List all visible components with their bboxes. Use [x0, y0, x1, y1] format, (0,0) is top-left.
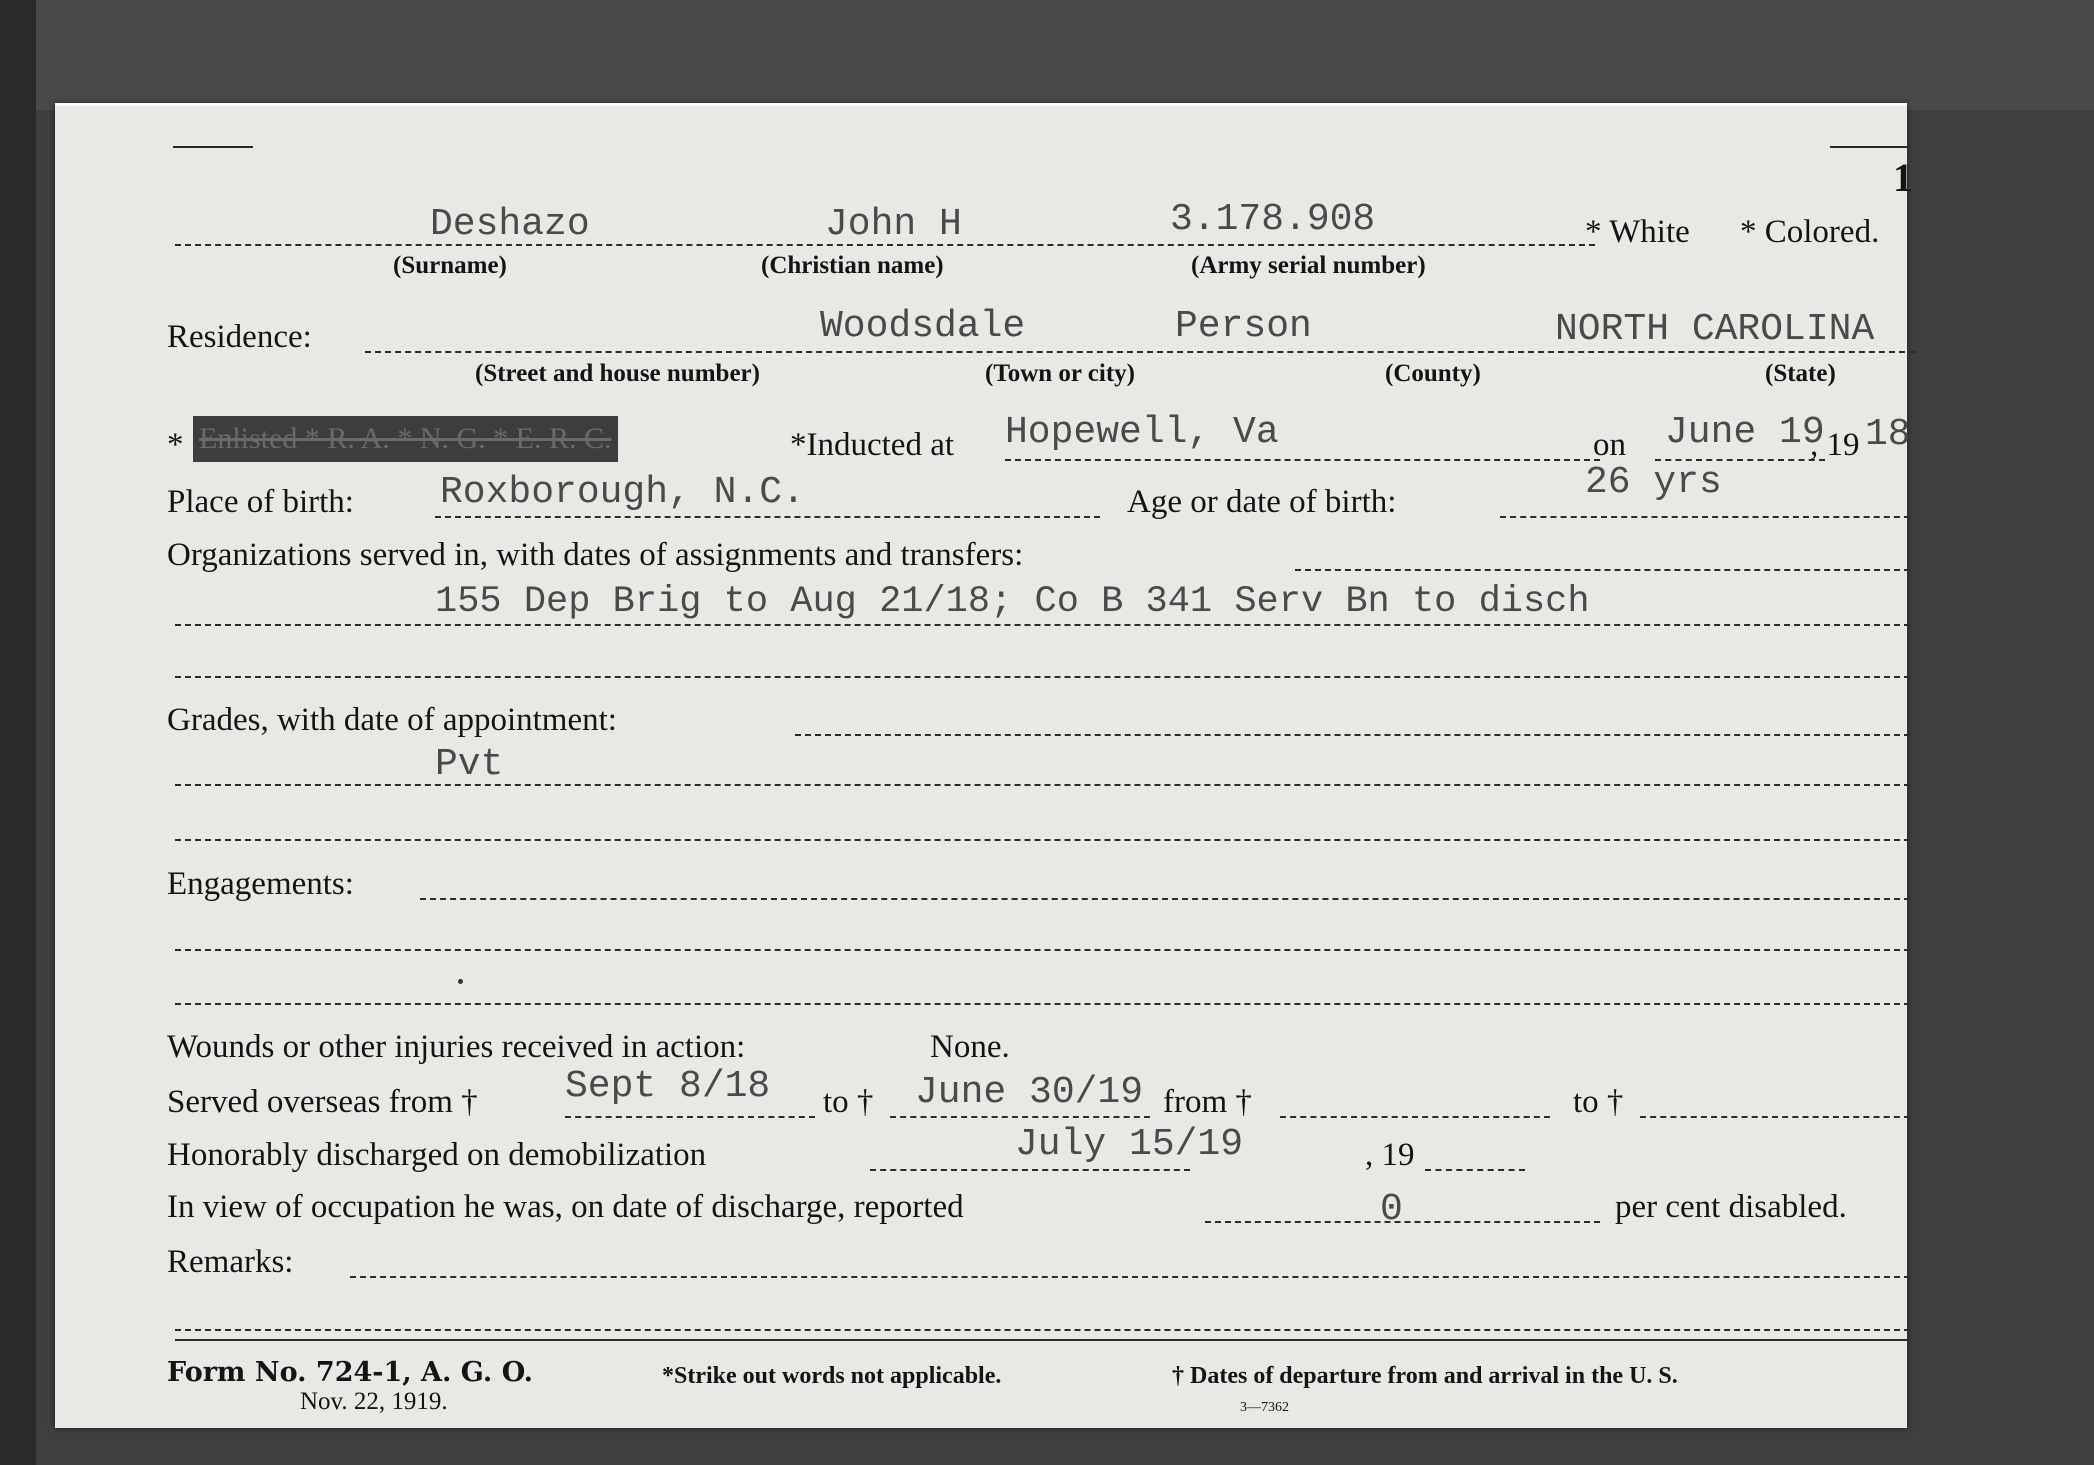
- form-number: Form No. 724-1, A. G. O.: [167, 1357, 534, 1388]
- strike-note: *Strike out words not applicable.: [662, 1363, 1002, 1389]
- engagements-line-2: [175, 949, 1910, 951]
- top-left-mark: [173, 146, 253, 148]
- discharge-date-value: July 15/19: [1015, 1123, 1244, 1166]
- inducted-label: *Inducted at: [790, 427, 955, 463]
- discharge-date-line: [870, 1169, 1190, 1171]
- discharge-year-suffix: , 19: [1365, 1137, 1415, 1173]
- disability-value: 0: [1380, 1188, 1403, 1231]
- background-left-edge: [0, 0, 36, 1465]
- engagements-line-1: [420, 898, 1910, 900]
- wounds-label: Wounds or other injuries received in action:: [167, 1029, 746, 1065]
- age-line: [1500, 516, 1910, 518]
- town-value: Woodsdale: [820, 305, 1026, 348]
- surname-caption: (Surname): [393, 252, 507, 279]
- surname-value: Deshazo: [430, 203, 590, 246]
- residence-label: Residence:: [167, 319, 312, 355]
- organizations-line-1: [1295, 569, 1910, 571]
- street-caption: (Street and house number): [475, 360, 760, 387]
- dates-note: † Dates of departure from and arrival in the U. S.: [1172, 1363, 1678, 1389]
- overseas-from-line: [565, 1116, 815, 1118]
- serial-number-value: 3.178.908: [1170, 198, 1376, 241]
- wounds-value: None.: [930, 1029, 1010, 1065]
- discharge-label: Honorably discharged on demobilization: [167, 1137, 707, 1173]
- state-value: NORTH CAROLINA: [1555, 308, 1875, 351]
- top-right-mark: [1830, 146, 1910, 148]
- engagements-label: Engagements:: [167, 866, 354, 902]
- ink-dot: [458, 979, 463, 984]
- colored-label: * Colored.: [1740, 214, 1880, 250]
- enlisted-star: *: [167, 427, 184, 463]
- place-of-birth-value: Roxborough, N.C.: [440, 471, 805, 514]
- remarks-label: Remarks:: [167, 1244, 294, 1280]
- serial-number-caption: (Army serial number): [1191, 252, 1426, 279]
- grade-value: Pvt: [435, 743, 504, 786]
- disability-suffix: per cent disabled.: [1615, 1189, 1847, 1225]
- organizations-line-2: [175, 624, 1910, 626]
- overseas-to-line: [890, 1116, 1150, 1118]
- footer-rule: [175, 1339, 1910, 1341]
- christian-name-caption: (Christian name): [761, 252, 944, 279]
- state-caption: (State): [1765, 360, 1836, 387]
- form-date: Nov. 22, 1919.: [300, 1388, 448, 1415]
- organizations-label: Organizations served in, with dates of assignments and transfers:: [167, 537, 1024, 573]
- engagements-line-3: [175, 1003, 1910, 1005]
- organizations-value: 155 Dep Brig to Aug 21/18; Co B 341 Serv Bn to disch: [435, 581, 1590, 623]
- induction-year-value: 18: [1865, 413, 1911, 456]
- served-overseas-label: Served overseas from †: [167, 1084, 478, 1120]
- town-caption: (Town or city): [985, 360, 1135, 387]
- grades-label: Grades, with date of appointment:: [167, 702, 617, 738]
- white-label: * White: [1585, 214, 1690, 250]
- grades-line-3: [175, 839, 1910, 841]
- disability-label: In view of occupation he was, on date of discharge, reported: [167, 1189, 964, 1225]
- age-label: Age or date of birth:: [1127, 484, 1397, 520]
- inducted-line: [1005, 459, 1600, 461]
- overseas-to2-line: [1640, 1116, 1910, 1118]
- age-value: 26 yrs: [1585, 461, 1722, 504]
- overseas-to-value: June 30/19: [915, 1071, 1144, 1114]
- overseas-from2-line: [1280, 1116, 1550, 1118]
- place-of-birth-line: [435, 516, 1100, 518]
- christian-name-value: John H: [825, 203, 962, 246]
- county-caption: (County): [1385, 360, 1481, 387]
- overseas-to-label: to †: [823, 1084, 874, 1120]
- place-of-birth-label: Place of birth:: [167, 484, 354, 520]
- print-code: 3—7362: [1240, 1400, 1289, 1415]
- residence-line: [365, 351, 1915, 353]
- organizations-line-3: [175, 676, 1910, 678]
- card-number: 1: [1893, 155, 1913, 200]
- year-prefix: , 19: [1810, 427, 1860, 463]
- discharge-year-line: [1425, 1169, 1525, 1171]
- inducted-at-value: Hopewell, Va: [1005, 411, 1279, 454]
- on-label: on: [1593, 427, 1626, 463]
- service-record-card: [55, 103, 1913, 1428]
- overseas-to2-label: to †: [1573, 1084, 1624, 1120]
- induction-date-value: June 19: [1665, 411, 1825, 454]
- enlisted-options-struck: Enlisted * R. A. * N. G. * E. R. C.: [193, 416, 618, 462]
- overseas-from2-label: from †: [1163, 1084, 1252, 1120]
- county-value: Person: [1175, 305, 1312, 348]
- background-top: [0, 0, 2094, 110]
- overseas-from-value: Sept 8/18: [565, 1065, 771, 1108]
- remarks-line-1: [350, 1276, 1910, 1278]
- grades-line-1: [795, 734, 1910, 736]
- remarks-line-2: [175, 1329, 1910, 1331]
